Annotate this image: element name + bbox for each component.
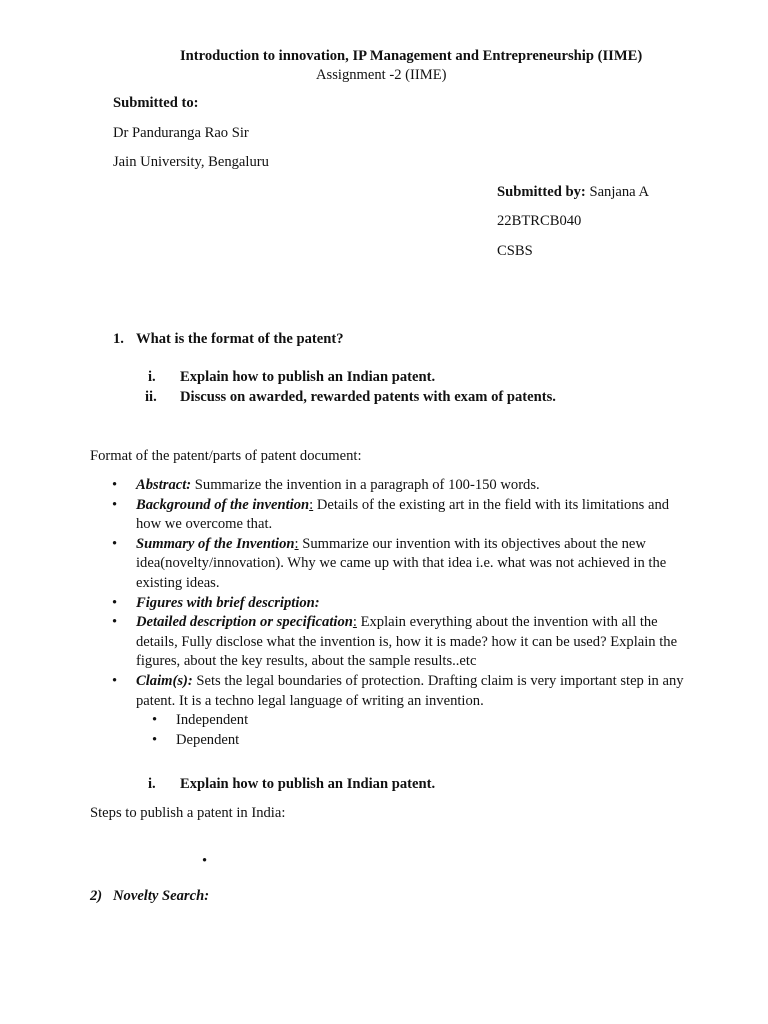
list-item-background: [112, 496, 692, 535]
term-figures: Figures with brief description:: [136, 594, 320, 611]
submitted-to-label: Submitted to:: [113, 95, 199, 111]
claim-type-item: • Dependent: [136, 731, 692, 751]
assignment-title: Assignment -2 (IIME): [316, 67, 447, 83]
student-dept: CSBS: [497, 243, 533, 259]
desc-detailed: Explain everything about the invention with all the details, Fully disclose what the invention is, how it is made? how it can be used? Explain the figures, about the key results, about the sample results..etc: [136, 614, 678, 670]
claim-type-item: • Independent: [136, 711, 692, 731]
claim-types-list: [136, 711, 692, 750]
submitted-to-institution: Jain University, Bengaluru: [113, 154, 269, 170]
question-text: What is the format of the patent?: [136, 331, 344, 347]
empty-bullet-icon: •: [202, 853, 208, 869]
submitted-by-name: Sanjana A: [589, 184, 650, 200]
novelty-heading: Novelty Search:: [113, 888, 210, 904]
term-abstract: Abstract:: [136, 477, 192, 493]
desc-summary: Summarize our invention with its objectives about the new idea(novelty/innovation). Why we came up with that idea i.e. what was not achieved in the existing ideas.: [136, 535, 667, 591]
section-i-text: Explain how to publish an Indian patent.: [180, 776, 436, 792]
subquestion-num-1: i.: [148, 369, 156, 385]
list-item-figures: [112, 594, 692, 614]
student-id: 22BTRCB040: [497, 213, 582, 229]
bullet-icon: •: [112, 535, 118, 552]
bullet-icon: •: [152, 712, 158, 729]
list-item-detailed: [112, 613, 692, 672]
list-item-summary: [112, 535, 692, 594]
submitted-by-line: [497, 183, 649, 202]
subquestion-text-1: Explain how to publish an Indian patent.: [180, 369, 436, 385]
colon-detailed: :: [352, 614, 357, 631]
desc-abstract: Summarize the invention in a paragraph of 100-150 words.: [191, 477, 540, 493]
novelty-num: 2): [90, 888, 103, 904]
question-number: 1.: [113, 331, 124, 347]
term-claims: Claim(s):: [136, 672, 193, 689]
submitted-to-name: Dr Panduranga Rao Sir: [113, 125, 249, 141]
bullet-icon: •: [112, 594, 118, 611]
term-detailed: Detailed description or specification: [136, 614, 353, 631]
submitted-by-label: Submitted by:: [497, 184, 586, 200]
colon-summary: :: [294, 535, 299, 552]
term-background: Background of the invention: [136, 496, 310, 513]
colon-background: :: [309, 496, 314, 513]
term-summary: Summary of the Invention: [136, 535, 295, 552]
steps-intro: Steps to publish a patent in India:: [90, 805, 286, 821]
bullet-icon: •: [112, 477, 118, 493]
subquestion-text-2: Discuss on awarded, rewarded patents with exam of patents.: [180, 389, 556, 405]
bullet-icon: •: [112, 496, 118, 513]
bullet-icon: •: [152, 731, 158, 748]
course-title: Introduction to innovation, IP Management and Entrepreneurship (IIME): [180, 48, 643, 64]
desc-claims: Sets the legal boundaries of protection. Drafting claim is very important step in any patent. It is a techno legal language of writing an invention.: [136, 672, 684, 709]
subquestion-num-2: ii.: [145, 389, 157, 405]
section-i-num: i.: [148, 776, 156, 792]
format-intro: Format of the patent/parts of patent document:: [90, 448, 362, 464]
list-item-claims: [112, 672, 692, 750]
list-item-abstract: [112, 476, 692, 496]
bullet-icon: •: [112, 672, 118, 689]
patent-parts-list: [112, 476, 692, 750]
desc-background: Details of the existing art in the field with its limitations and how we overcome that.: [136, 496, 670, 533]
bullet-icon: •: [112, 614, 118, 631]
